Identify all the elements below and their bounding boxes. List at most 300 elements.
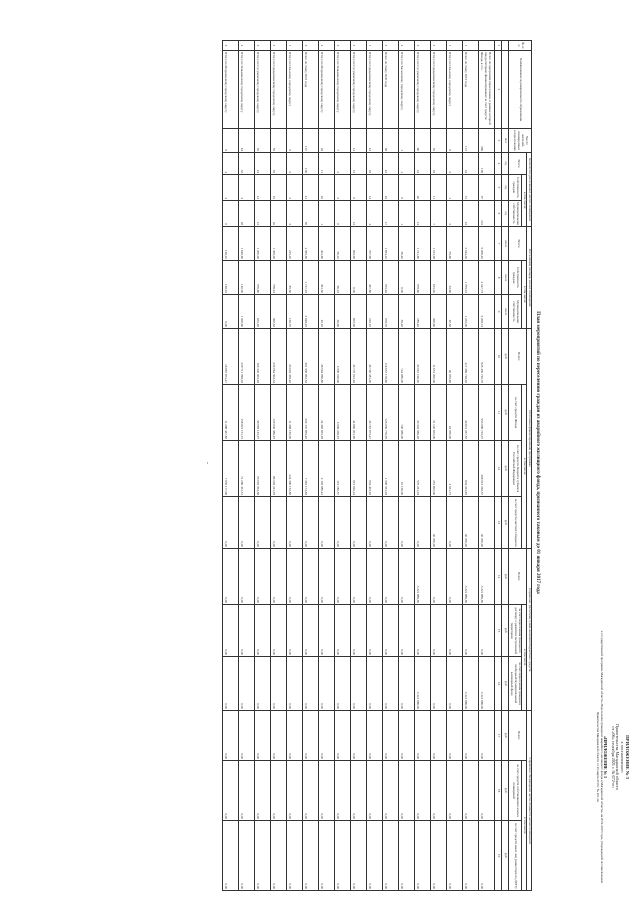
table-cell: 0,00 (479, 605, 495, 657)
table-cell: 1 646,60 (239, 227, 255, 261)
col-area-incl: в том числе: (522, 261, 527, 329)
row-number (479, 41, 495, 51)
table-cell: 0,00 (447, 657, 463, 711)
table-cell: 0,00 (463, 761, 479, 821)
col-people: Число жителей, планируемых к переселению (509, 129, 532, 153)
table-cell: 0,00 (367, 497, 383, 549)
table-cell: 11 288 437,69 (223, 385, 239, 441)
row-name: Всего по этапу 2020 года (383, 51, 399, 129)
table-row (399, 41, 415, 891)
table-cell: 915 920,24 (351, 441, 367, 497)
table-cell: 579 231,04 (415, 441, 431, 497)
unit-cell: руб. (502, 549, 509, 605)
col-refund-total: Всего: (509, 711, 527, 761)
table-cell: 0,00 (303, 821, 319, 891)
table-cell: 80 (415, 129, 431, 153)
column-number: 3 (495, 129, 502, 153)
table-cell: 210,10 (367, 295, 383, 329)
table-cell: 0,00 (367, 657, 383, 711)
table-cell: 0,00 (239, 605, 255, 657)
table-cell: 8 (223, 129, 239, 153)
table-cell: 0,00 (255, 605, 271, 657)
table-cell: 0,00 (399, 261, 415, 295)
table-cell: 0,00 (351, 605, 367, 657)
table-cell: 71 286 451,31 (239, 441, 255, 497)
table-row (287, 41, 303, 891)
table-cell: 0,00 (287, 497, 303, 549)
table-cell: 0,00 (287, 657, 303, 711)
table-cell: 1 012,98 (431, 227, 447, 261)
column-number: 4 (495, 153, 502, 175)
table-cell: 58 985 125,97 (255, 385, 271, 441)
row-number: 3 (303, 41, 319, 51)
table-row (319, 41, 335, 891)
table-cell: 19 (271, 175, 287, 201)
table-row (383, 41, 399, 891)
column-number: 2 (495, 51, 502, 129)
table-cell: 0,00 (351, 711, 367, 761)
table-cell: 0,00 (255, 657, 271, 711)
table-cell: 95 992 394,38 (255, 441, 271, 497)
table-cell: 0,00 (271, 821, 287, 891)
col-count-own: Собственность граждан (509, 175, 522, 201)
table-cell: 5 906 238,25 (335, 385, 351, 441)
table-cell: 0,00 (367, 711, 383, 761)
table-cell: 28 (239, 201, 255, 227)
col-fund-loc: за счет средств местного бюджета (509, 497, 522, 549)
table-cell: 11 (431, 175, 447, 201)
row-name: Итого по Сусуманскому городскому округу (351, 51, 367, 129)
table-cell: 24 (367, 129, 383, 153)
col-count-total: Всего (509, 153, 527, 175)
table-cell: 0,00 (287, 549, 303, 605)
annex-line-3: от «06» сентября 2021 г. № 672-пп (610, 726, 616, 788)
table-cell: 31 (463, 175, 479, 201)
row-number: 4 (319, 41, 335, 51)
table-cell: 0,00 (367, 761, 383, 821)
row-name: Итого по Ольскому городскому округу (447, 51, 463, 129)
table-cell: 29 342 566,28 (415, 385, 431, 441)
table-cell: 224 380 153,80 (287, 441, 303, 497)
table-cell: 3 221 886,00 (479, 657, 495, 711)
table-cell: 55 (271, 129, 287, 153)
header-row-2 (522, 41, 527, 891)
column-number: 7 (495, 227, 502, 261)
table-cell: 23 (463, 201, 479, 227)
column-number: 6 (495, 201, 502, 227)
table-cell: 29 961 196,20 (415, 329, 431, 385)
header-row-1 (527, 41, 532, 891)
annex-caption: «ПРИЛОЖЕНИЕ № 3 (603, 735, 609, 779)
table-cell: 0,00 (335, 821, 351, 891)
table-cell: 1 (399, 129, 415, 153)
row-number: 1 (367, 41, 383, 51)
table-cell: 5 990 018,00 (335, 329, 351, 385)
table-cell: 32 (239, 153, 255, 175)
table-cell: 0,00 (223, 497, 239, 549)
table-cell: 0,00 (431, 711, 447, 761)
table-cell: 10 138,00 (399, 441, 415, 497)
annex-title: ПРИЛОЖЕНИЕ № 3 (625, 735, 630, 779)
table-row (415, 41, 431, 891)
table-cell: 42 (383, 153, 399, 175)
unit-cell: ед. (502, 201, 509, 227)
table-cell: 553 086 725,07 (479, 385, 495, 441)
table-cell: 2 (447, 201, 463, 227)
table-cell: 1 209,00 (255, 227, 271, 261)
table-cell: 0,00 (431, 605, 447, 657)
table-cell: 0,00 (319, 605, 335, 657)
table-row (479, 41, 495, 891)
table-cell: 0,00 (271, 497, 287, 549)
table-cell: 36,40 (399, 227, 415, 261)
table-cell: 0,00 (351, 821, 367, 891)
row-number: 1 (447, 41, 463, 51)
table-cell: 786,40 (415, 295, 431, 329)
table-cell: 140,00 (239, 261, 255, 295)
table-cell: 20 935,60 (447, 329, 463, 385)
row-name: Итого по Ягоднинскому городскому округу (223, 51, 239, 129)
unit-cell (502, 51, 509, 129)
table-cell: 101 (479, 201, 495, 227)
table-row (335, 41, 351, 891)
table-cell: 0,00 (255, 549, 271, 605)
table-cell: 0,00 (415, 821, 431, 891)
table-cell: 0,00 (383, 497, 399, 549)
unit-cell: ед. (502, 175, 509, 201)
table-cell: 95,60 (447, 227, 463, 261)
table-cell: 0,00 (351, 261, 367, 295)
table-body (223, 41, 495, 891)
column-number: 5 (495, 175, 502, 201)
table-cell: 615,20 (431, 261, 447, 295)
row-name: Итого по Среднеканскому городскому округу (367, 51, 383, 129)
table-cell: 0,00 (383, 821, 399, 891)
row-number: 2 (431, 41, 447, 51)
row-name: Итого по Тенькинскому городскому округу (335, 51, 351, 129)
table-cell: 25 (383, 175, 399, 201)
col-econ-ext: за счет переселения граждан в свободный муниципальный жилищный фонд (509, 657, 522, 711)
table-cell: 23 939,00 (447, 385, 463, 441)
table-cell: 4 (367, 201, 383, 227)
table-cell: 500,62 (271, 295, 287, 329)
col-fund-fond: за счет средств Фонда (509, 385, 522, 441)
table-cell: 834 324,65 (463, 441, 479, 497)
table-cell: 1 906 551,03 (383, 441, 399, 497)
table-cell: 0,00 (223, 761, 239, 821)
table-cell: 53,60 (447, 261, 463, 295)
table-cell: 4 (223, 153, 239, 175)
table-row (239, 41, 255, 891)
table-row (223, 41, 239, 891)
table-cell: 2 105 986,42 (319, 441, 335, 497)
table-cell: 0,00 (367, 549, 383, 605)
row-number: 2 (271, 41, 287, 51)
table-cell: 59 (303, 201, 319, 227)
table-cell: 497,80 (367, 261, 383, 295)
table-cell: 36,60 (335, 295, 351, 329)
table-cell: 85,50 (287, 261, 303, 295)
table-cell: 0 (335, 201, 351, 227)
table-cell: 301 556 853,52 (303, 329, 319, 385)
table-cell: 5 208,74 (479, 295, 495, 329)
column-number: 1 (495, 41, 502, 51)
table-cell: 158 821 151,72 (239, 385, 255, 441)
table-cell: 0,00 (335, 605, 351, 657)
table-cell: 0,00 (303, 497, 319, 549)
table-cell: 0,00 (223, 711, 239, 761)
col-group-economy: Справочно: Расчетная сумма экономии бюджетных средств (527, 549, 532, 711)
column-number: 9 (495, 295, 502, 329)
table-cell: 0,00 (383, 711, 399, 761)
table-cell: 0,00 (255, 761, 271, 821)
column-number: 16 (495, 657, 502, 711)
col-area-own: Собственность граждан (509, 261, 522, 295)
table-cell: 0,00 (271, 657, 287, 711)
table-cell: 0,00 (447, 549, 463, 605)
table-cell: 64 (239, 129, 255, 153)
table-cell: 0,00 (303, 711, 319, 761)
table-cell: 0,00 (239, 549, 255, 605)
table-cell: 208 913 226,57 (479, 441, 495, 497)
annex-body: к государственной программе Магаданской области «Переселение граждан из аварийного жилищного фонда в Магаданской области» на 2019-2025 годы, утвержденной постановлением Правительства Магаданской области от 29 марта 2019 г. № 201-пп (595, 630, 604, 884)
table-cell: 14 (367, 175, 383, 201)
table-cell: 0,00 (447, 761, 463, 821)
table-cell: 1 705,01 (463, 261, 479, 295)
table-cell: 0,00 (351, 761, 367, 821)
unit-cell: кв.м (502, 295, 509, 329)
column-number: 15 (495, 605, 502, 657)
table-cell: 40 250,00 (431, 497, 447, 549)
table-cell: 17 (383, 201, 399, 227)
table-cell: 978,70 (383, 295, 399, 329)
table-row (367, 41, 383, 891)
table-cell: 0,00 (335, 497, 351, 549)
table-cell: 0,00 (415, 497, 431, 549)
table-cell: 40,10 (319, 295, 335, 329)
row-name: Итого по Сусуманскому городскому округу (255, 51, 271, 129)
table-cell: 0,00 (303, 761, 319, 821)
table-cell: 129 036 580,25 (271, 385, 287, 441)
table-cell: 0,00 (319, 711, 335, 761)
table-cell: 693,90 (351, 295, 367, 329)
table-cell: 1 399,00 (271, 227, 287, 261)
table-cell: 7 659 177,06 (223, 441, 239, 497)
col-fund-reg: за счет средств бюджета субъекта Российской Федерации (509, 441, 522, 497)
table-cell: 11 (319, 153, 335, 175)
table-cell: 40 872 237,55 (463, 385, 479, 441)
table-cell: 4 (223, 175, 239, 201)
column-number: 18 (495, 761, 502, 821)
table-cell: 0 (351, 175, 367, 201)
table-cell: 28 584 966,80 (319, 329, 335, 385)
table-cell: 0,00 (447, 605, 463, 657)
table-cell: 0,00 (303, 605, 319, 657)
table-cell: 0,00 (223, 549, 239, 605)
table-cell: 0,00 (287, 821, 303, 891)
table-cell: 172 (463, 129, 479, 153)
table-cell: 0,00 (335, 711, 351, 761)
table-cell: 251 893,00 (431, 441, 447, 497)
unit-cell: руб. (502, 657, 509, 711)
table-cell: 0,00 (287, 761, 303, 821)
table-cell: 0,00 (351, 657, 367, 711)
table-cell: 0,00 (239, 821, 255, 891)
table-cell: 198 (479, 153, 495, 175)
table-cell: 20 (415, 175, 431, 201)
unit-cell: кв.м (502, 227, 509, 261)
table-cell: 4 (239, 175, 255, 201)
table-cell: 24 482 832,28 (319, 385, 335, 441)
table-cell: 1 894,10 (383, 227, 399, 261)
unit-cell: ед. (502, 153, 509, 175)
unit-cell: руб. (502, 711, 509, 761)
table-cell: 978,80 (415, 261, 431, 295)
table-cell: 0,00 (431, 549, 447, 605)
row-number: 3 (255, 41, 271, 51)
table-cell: 0,00 (239, 657, 255, 711)
table-cell: 11 388 165,90 (287, 385, 303, 441)
table-cell: 45 781 875,47 (367, 385, 383, 441)
table-cell: 2 942,30 (463, 227, 479, 261)
table-cell: 2 (287, 175, 303, 201)
col-group-area: Расселяемая площадь жилых помещений (527, 227, 532, 329)
annex-line-2: Правительства Магаданской области (615, 724, 621, 790)
row-name: Всего по этапу 2019 года (463, 51, 479, 129)
unit-cell: чел. (502, 129, 509, 153)
table-cell: 46 720 281,00 (367, 329, 383, 385)
table-cell: 97 (479, 175, 495, 201)
table-cell: 0,00 (223, 605, 239, 657)
table-cell: 3 (447, 153, 463, 175)
column-number: 13 (495, 497, 502, 549)
table-row (463, 41, 479, 891)
table-cell: 10 (319, 175, 335, 201)
page-separator: - (204, 462, 210, 464)
col-econ-incl: в том числе: (522, 605, 527, 711)
row-number: 1 (287, 41, 303, 51)
table-cell: 2 (335, 153, 351, 175)
table-cell: 0,00 (415, 711, 431, 761)
table-cell: 35 (255, 129, 271, 153)
table-cell: 18 (431, 153, 447, 175)
column-number: 17 (495, 711, 502, 761)
table-cell: 0,00 (399, 497, 415, 549)
table-cell: 116 657 178,60 (383, 329, 399, 385)
col-group-refund: Справочно: Возмещение части стоимости жилых помещений (527, 711, 532, 891)
table-cell: 0,00 (447, 497, 463, 549)
table-cell: 0,00 (271, 711, 287, 761)
table-cell: 0,00 (399, 605, 415, 657)
table-cell: 0,00 (479, 711, 495, 761)
annex-line-1: к постановлению (620, 741, 625, 773)
table-cell: 40 250,00 (479, 497, 495, 549)
col-area-mun: Муниципальная собственность (509, 295, 522, 329)
table-row (303, 41, 319, 891)
table-cell: 235 964 503,34 (271, 329, 287, 385)
col-name: Наименование муниципального образования (509, 51, 532, 129)
table-cell: 292 170 855,49 (303, 385, 319, 441)
row-number: 3 (335, 41, 351, 51)
table-row (255, 41, 271, 891)
table-cell: 125 050 776,95 (383, 385, 399, 441)
table-cell: 0,00 (223, 657, 239, 711)
row-number: 2 (351, 41, 367, 51)
table-cell: 0,00 (431, 821, 447, 891)
table-cell: 16 (271, 201, 287, 227)
table-cell: 0,00 (399, 657, 415, 711)
table-cell: 825 456 720,76 (479, 329, 495, 385)
table-cell: 0,00 (383, 761, 399, 821)
document-title: План мероприятий по переселению граждан из аварийного жилищного фонда, признанного таковым до 01 января 2017 года (535, 311, 540, 594)
table-cell: 0,00 (399, 549, 415, 605)
table-cell: 4 521,75 (447, 441, 463, 497)
table-cell: 0,00 (447, 821, 463, 891)
table-cell: 0,00 (463, 711, 479, 761)
table-cell: 7 381 174,83 (303, 441, 319, 497)
table-cell: 13 (351, 201, 367, 227)
table-cell: 0,00 (223, 295, 239, 329)
table-cell: 6 (447, 129, 463, 153)
table-cell: 215,20 (287, 227, 303, 261)
table-cell: 0,00 (335, 657, 351, 711)
table-row (271, 41, 287, 891)
table-cell: 0,00 (271, 605, 287, 657)
table-cell: 229 711 968,03 (239, 329, 255, 385)
table-cell: 36,40 (399, 295, 415, 329)
table-row (431, 41, 447, 891)
table-cell: 0,00 (271, 549, 287, 605)
col-area-total: Всего (509, 227, 527, 261)
table-cell: 44 860 091,96 (351, 385, 367, 441)
table-cell: 0,00 (319, 821, 335, 891)
table-cell: 1 232,00 (463, 295, 479, 329)
unit-cell: руб. (502, 761, 509, 821)
row-number: 2 (383, 41, 399, 51)
row-name: Итого по Среднеканскому городскому округу (431, 51, 447, 129)
table-cell: 0,00 (255, 711, 271, 761)
table-cell: 0 (399, 175, 415, 201)
table-cell: 4 347,75 (479, 261, 495, 295)
table-cell: 3 221 886,00 (463, 657, 479, 711)
column-number: 19 (495, 821, 502, 891)
table-cell: 12 (255, 175, 271, 201)
table-cell: 0 (223, 201, 239, 227)
table-cell: 1 506,60 (239, 295, 255, 329)
table-cell: 100 (303, 153, 319, 175)
table-cell: 3 221 886,00 (415, 657, 431, 711)
column-number: 14 (495, 549, 502, 605)
table-cell: 3 221 886,56 (463, 549, 479, 605)
table-row (447, 41, 463, 891)
table-cell: 0,00 (319, 549, 335, 605)
col-fund-total: Всего: (509, 329, 527, 385)
unit-cell: руб. (502, 329, 509, 385)
table-cell: 0,00 (367, 605, 383, 657)
table-cell: 165 349 003,28 (255, 329, 271, 385)
table-cell: 707,96 (367, 227, 383, 261)
table-cell: 12 (255, 201, 271, 227)
column-number: 11 (495, 385, 502, 441)
table-cell: 45 770 012,20 (351, 329, 367, 385)
table-cell: 0,00 (319, 761, 335, 821)
table-cell: 107 (303, 129, 319, 153)
table-cell: 41 (303, 175, 319, 201)
table-cell: 417 366 718,20 (463, 329, 479, 385)
table-cell: 138,10 (223, 261, 239, 295)
col-refund-owner: за счет средств собственников жилых помещений (509, 761, 522, 821)
unit-cell: кв.м (502, 261, 509, 295)
